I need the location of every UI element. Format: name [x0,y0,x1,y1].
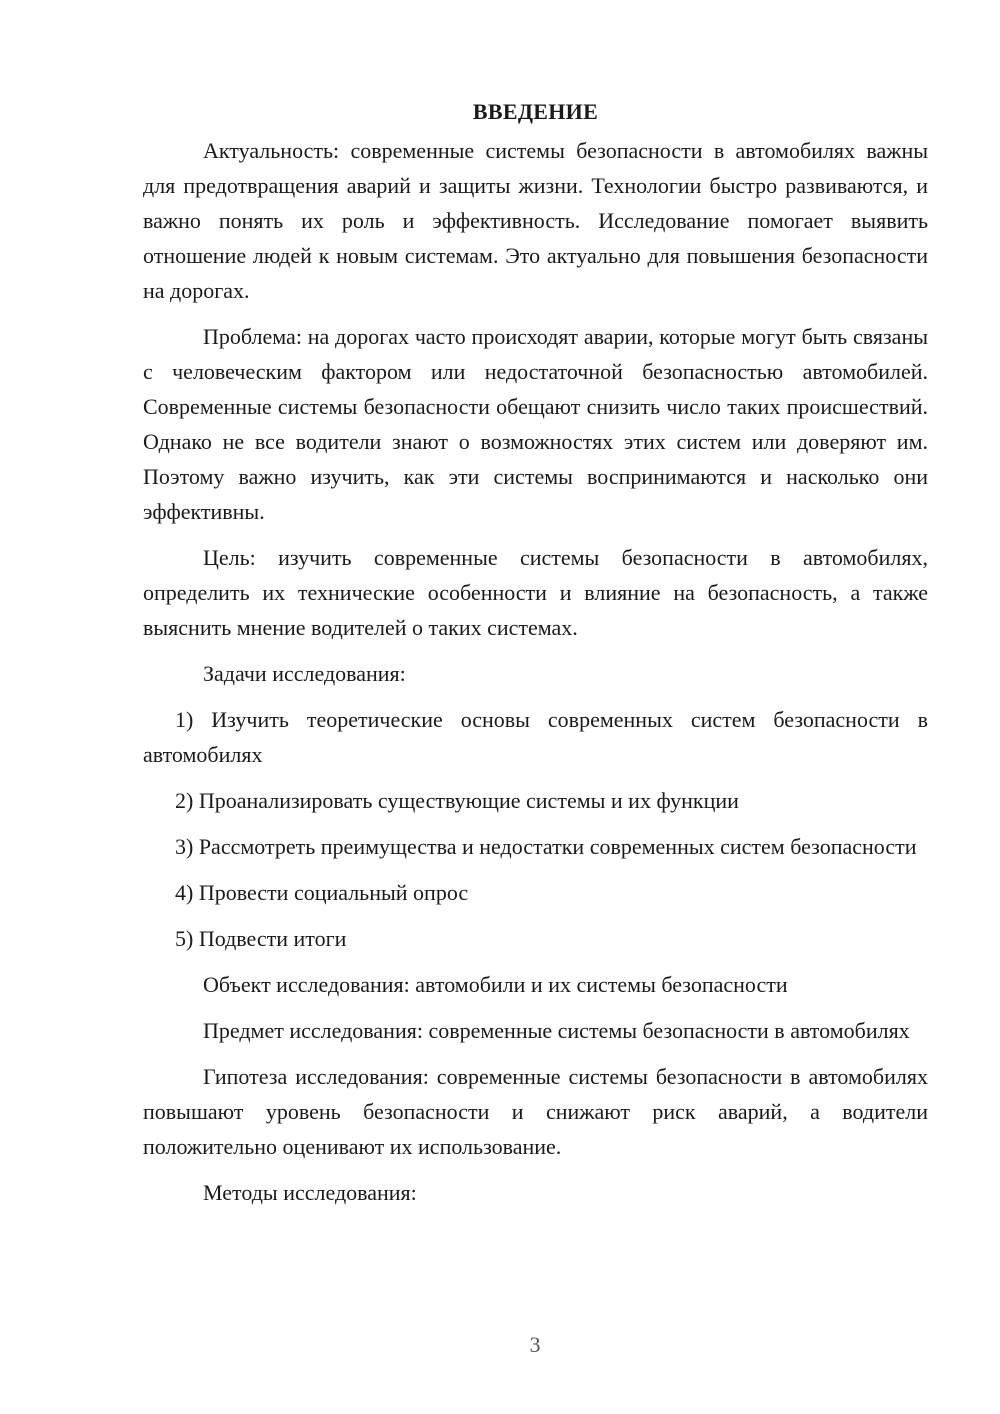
paragraph-problem: Проблема: на дорогах часто происходят аварии, которые могут быть связаны с человеческим фактором или недостаточной безопасностью автомобилей. Современные системы безопасности обещают снизить число таких происшествий. Однако не все водители знают о возможностях этих систем или доверяют им. Поэтому важно изучить, как эти системы воспринимаются и насколько они эффективны. [143,324,928,524]
paragraph-goal: Цель: изучить современные системы безопасности в автомобилях, определить их технические особенности и влияние на безопасность, а также выяснить мнение водителей о таких системах. [143,545,928,640]
paragraph-object: Объект исследования: автомобили и их системы безопасности [203,972,788,997]
section-heading: ВВЕДЕНИЕ [472,99,599,124]
paragraph-tasks-intro: Задачи исследования: [203,661,406,686]
paragraph-subject: Предмет исследования: современные системы безопасности в автомобилях [203,1018,910,1043]
task-item-5: 5) Подвести итоги [175,926,347,951]
task-item-2: 2) Проанализировать существующие системы и их функции [175,788,739,813]
document-body [143,94,928,1210]
paragraph-hypothesis: Гипотеза исследования: современные системы безопасности в автомобилях повышают уровень безопасности и снижают риск аварий, а водители положительно оценивают их использование. [143,1064,928,1159]
task-item-4: 4) Провести социальный опрос [175,880,469,905]
page-number: 3 [529,1332,541,1357]
paragraph-relevance: Актуальность: современные системы безопасности в автомобилях важны для предотвращения аварий и защиты жизни. Технологии быстро развиваются, и важно понять их роль и эффективность. Исследование помогает выявить отношение людей к новым системам. Это актуально для повышения безопасности на дорогах. [143,138,928,303]
task-item-3: 3) Рассмотреть преимущества и недостатки современных систем безопасности [175,834,917,859]
task-item-1: 1) Изучить теоретические основы современных систем безопасности в автомобилях [143,707,928,767]
paragraph-methods: Методы исследования: [203,1180,417,1205]
